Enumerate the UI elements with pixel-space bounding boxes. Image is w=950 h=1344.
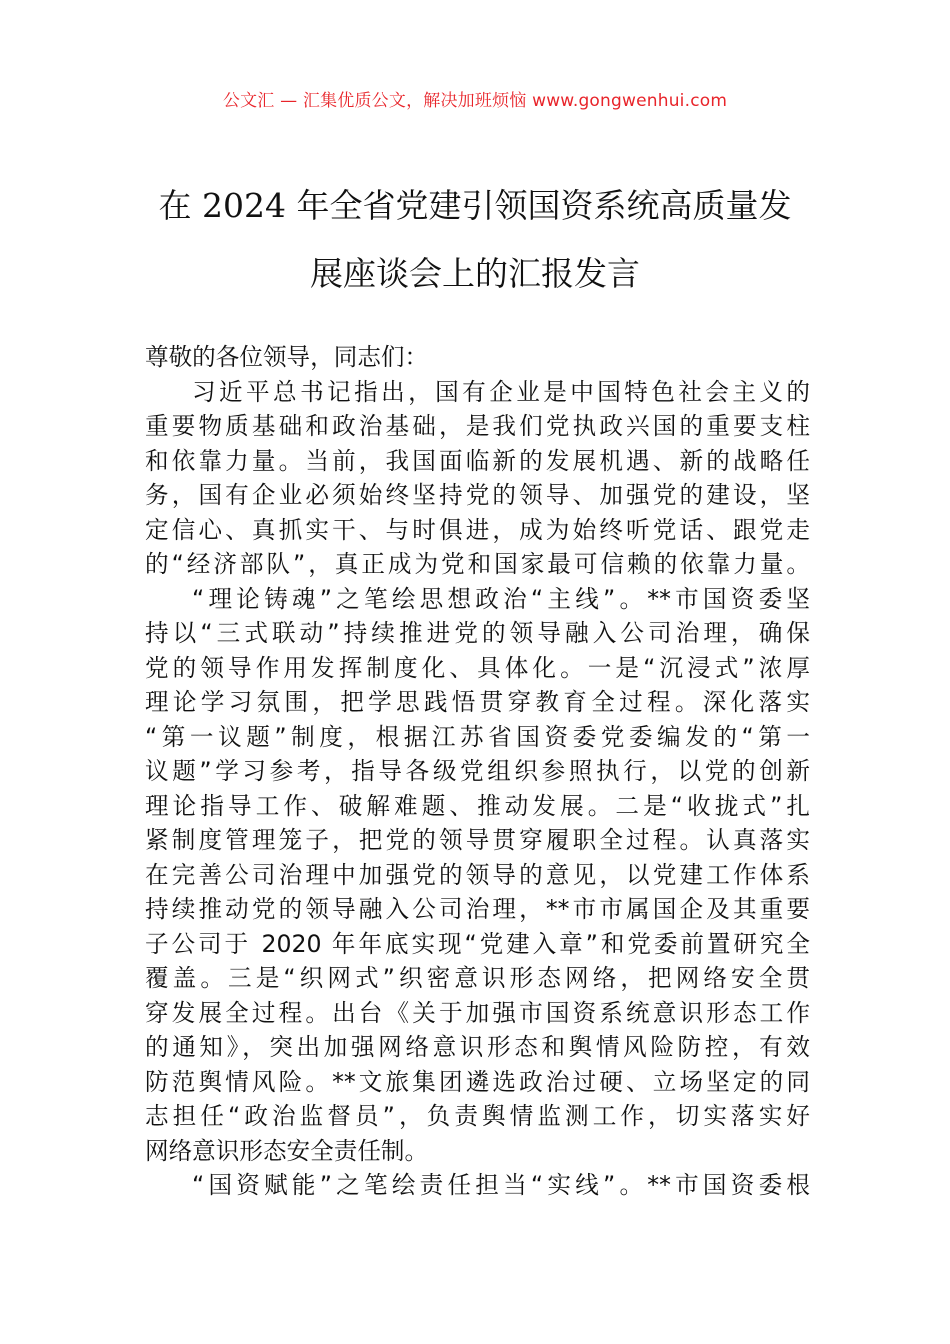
- paragraph-2-line: 持以“三式联动”持续推进党的领导融入公司治理，确保: [145, 619, 810, 647]
- paragraph-2-line: “理论铸魂”之笔绘思想政治“主线”。**市国资委坚: [192, 584, 810, 613]
- document-title: [120, 172, 830, 308]
- paragraph-2-line: 穿发展全过程。出台《关于加强市国资系统意识形态工作: [145, 998, 810, 1027]
- paragraph-2-line: 子公司于 2020 年年底实现“党建入章”和党委前置研究全: [145, 929, 810, 958]
- paragraph-2-line: 理论学习氛围，把学思践悟贯穿教育全过程。深化落实: [145, 688, 810, 716]
- paragraph-2-line: “第一议题”制度，根据江苏省国资委党委编发的“第一: [145, 722, 810, 751]
- paragraph-1-line: 的“经济部队”，真正成为党和国家最可信赖的依靠力量。: [145, 550, 810, 578]
- paragraph-2-line: 防范舆情风险。**文旅集团遴选政治过硬、立场坚定的同: [145, 1067, 810, 1096]
- paragraph-2-line: 党的领导作用发挥制度化、具体化。一是“沉浸式”浓厚: [145, 653, 810, 682]
- title-line-1: 在 2024 年全省党建引领国资系统高质量发: [158, 186, 792, 225]
- paragraph-2-line: 持续推动党的领导融入公司治理，**市市属国企及其重要: [145, 895, 810, 923]
- paragraph-2-line: 紧制度管理笼子，把党的领导贯穿履职全过程。认真落实: [145, 826, 810, 854]
- paragraph-2-line: 志担任“政治监督员”，负责舆情监测工作，切实落实好: [145, 1102, 810, 1130]
- paragraph-1-line: 习近平总书记指出，国有企业是中国特色社会主义的: [192, 377, 810, 406]
- salutation: 尊敬的各位领导，同志们：: [145, 343, 429, 371]
- paragraph-2-line: 网络意识形态安全责任制。: [145, 1136, 429, 1165]
- paragraph-1-line: 定信心、真抓实干、与时俱进，成为始终听党话、跟党走: [145, 515, 810, 544]
- paragraph-2-line: 议题”学习参考，指导各级党组织参照执行，以党的创新: [145, 757, 810, 785]
- paragraph-2-line: 理论指导工作、破解难题、推动发展。二是“收拢式”扎: [145, 791, 810, 820]
- paragraph-1-line: 务，国有企业必须始终坚持党的领导、加强党的建设，坚: [145, 481, 810, 509]
- document-body: [145, 340, 810, 1203]
- paragraph-1-line: 重要物质基础和政治基础，是我们党执政兴国的重要支柱: [145, 412, 810, 440]
- paragraph-2-line: 在完善公司治理中加强党的领导的意见，以党建工作体系: [145, 860, 810, 889]
- title-line-2: 展座谈会上的汇报发言: [310, 254, 640, 293]
- watermark-header[interactable]: 公文汇 — 汇集优质公文，解决加班烦恼 www.gongwenhui.com: [222, 91, 728, 111]
- paragraph-1-line: 和依靠力量。当前，我国面临新的发展机遇、新的战略任: [145, 446, 810, 475]
- paragraph-2-line: 覆盖。三是“织网式”织密意识形态网络，把网络安全贯: [145, 964, 810, 992]
- paragraph-3-line: “国资赋能”之笔绘责任担当“实线”。**市国资委根: [192, 1171, 810, 1199]
- paragraph-2-line: 的通知》，突出加强网络意识形态和舆情风险防控，有效: [145, 1033, 810, 1061]
